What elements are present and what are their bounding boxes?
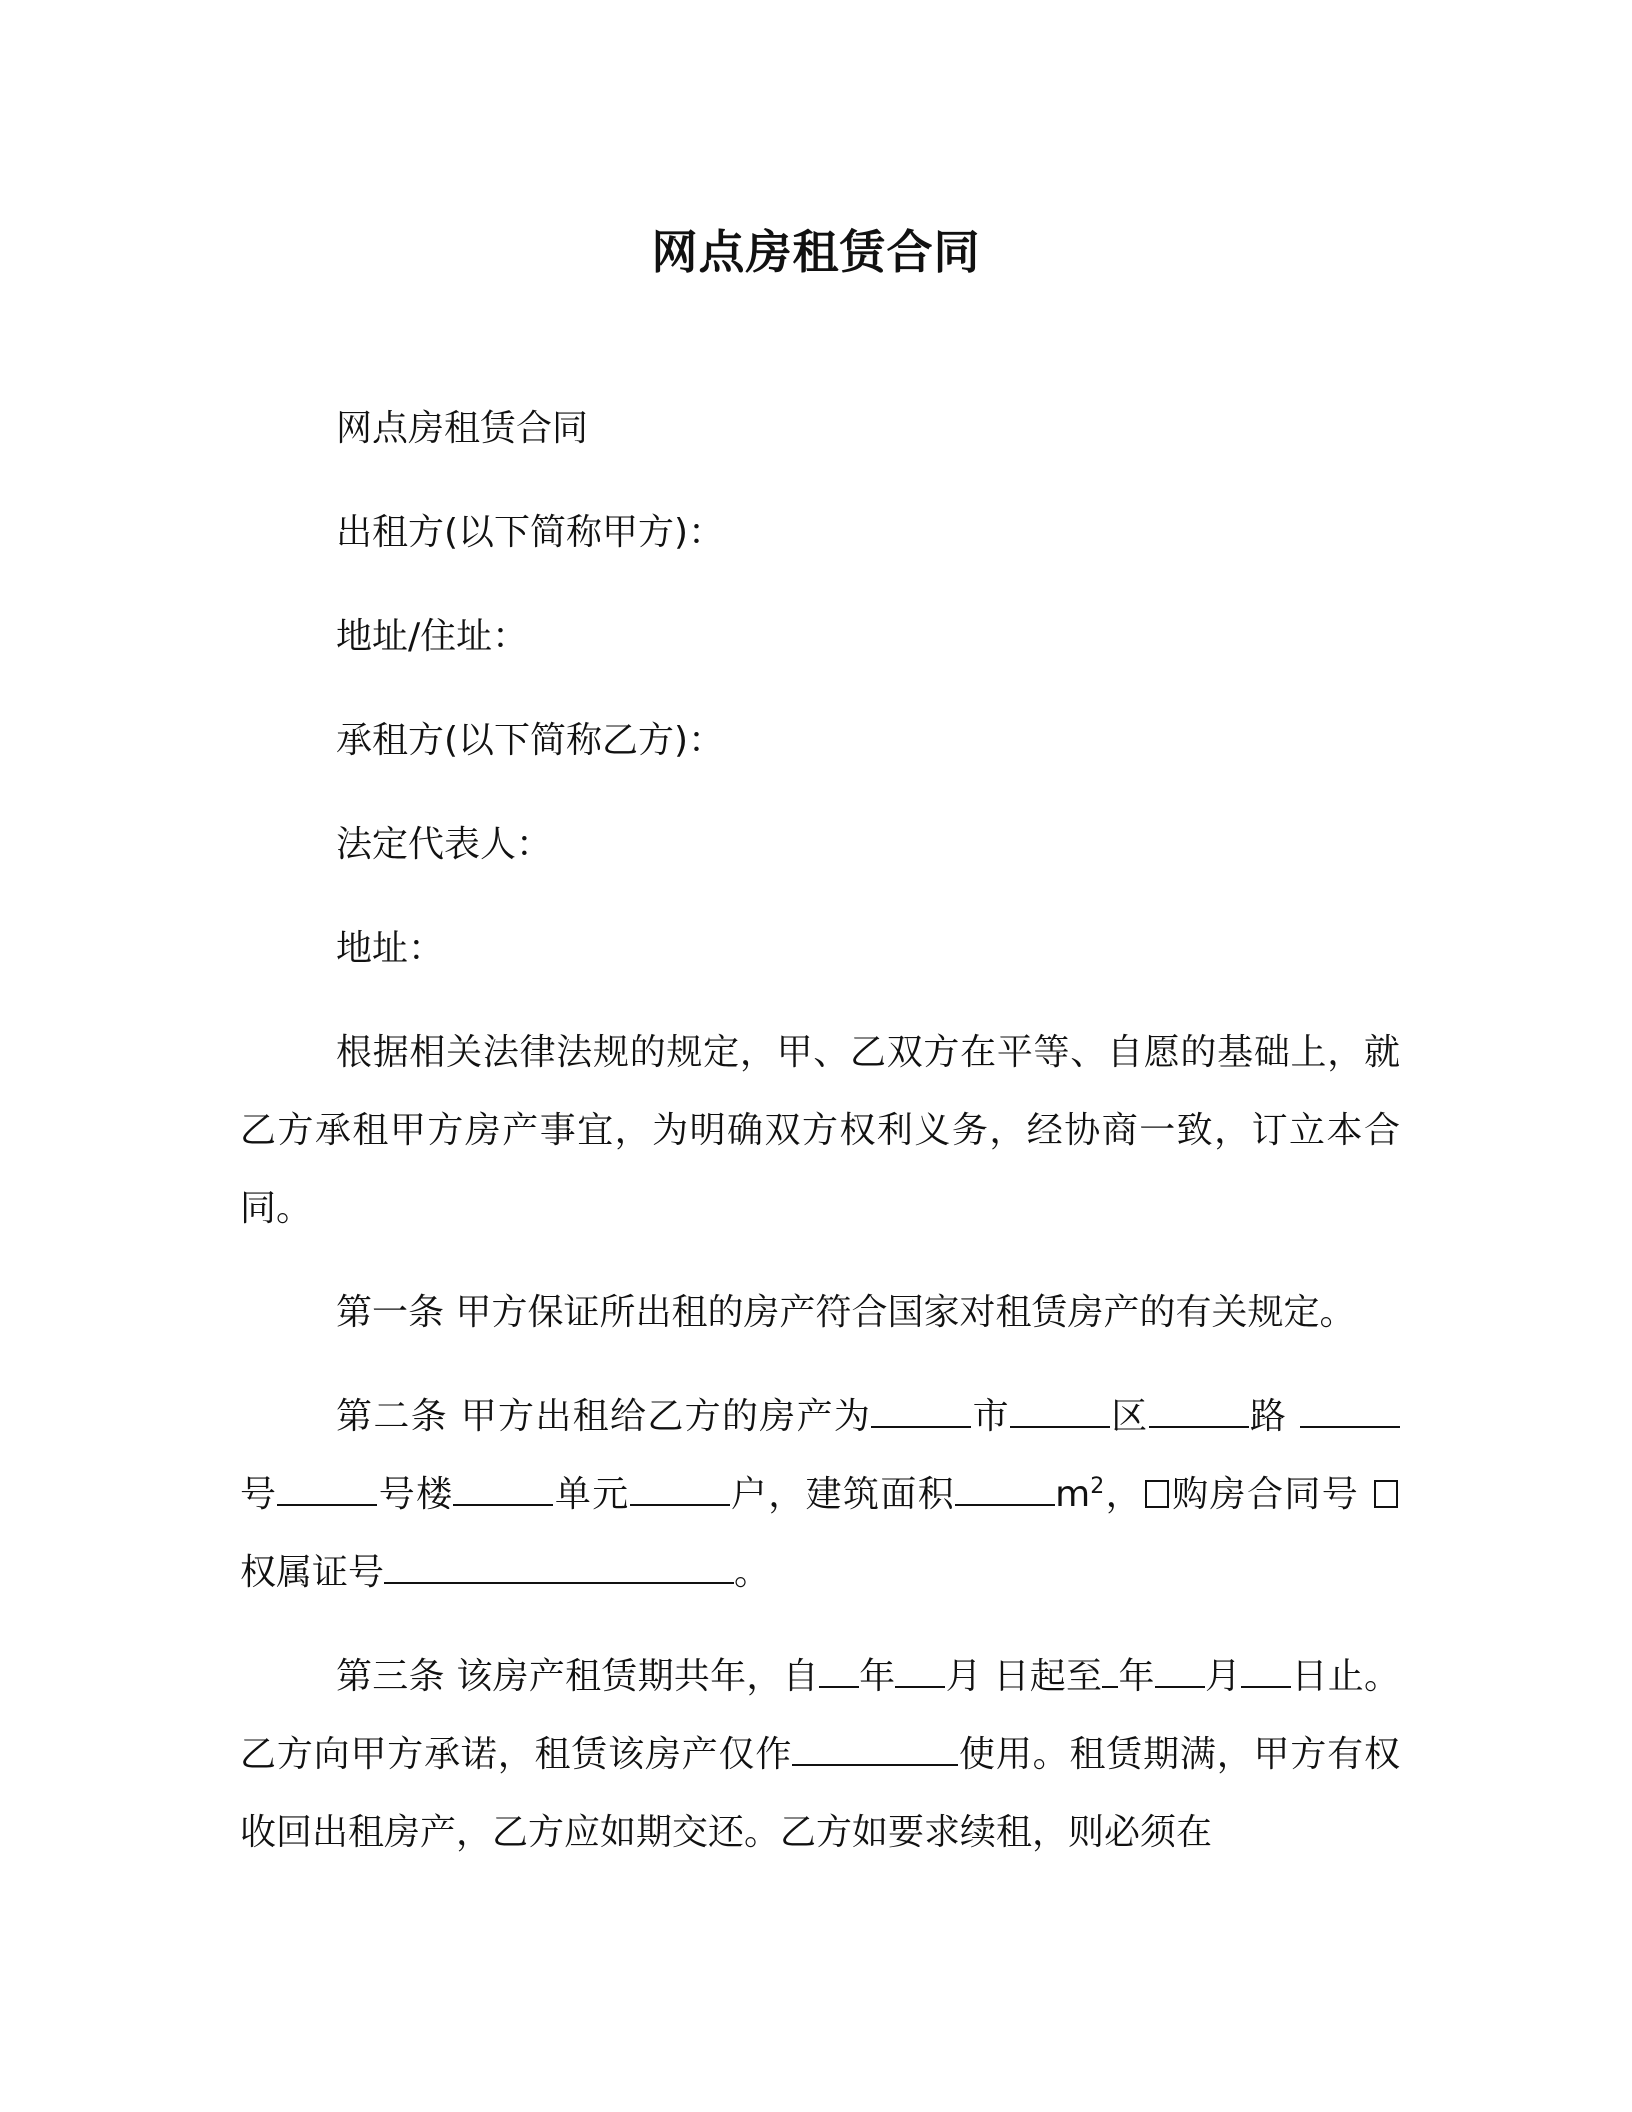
paragraph-article-3 xyxy=(240,1638,1400,1872)
article-2-city: 市 xyxy=(971,1396,1010,1437)
paragraph-article-1: 第一条 甲方保证所出租的房产符合国家对租赁房产的有关规定。 xyxy=(336,1292,1356,1333)
blank-household xyxy=(630,1478,730,1506)
checkbox-title-certificate[interactable] xyxy=(1374,1480,1398,1508)
article-3-f: 日止。乙方向甲方承诺，租赁该房产仅作 xyxy=(240,1656,1400,1775)
blank-road xyxy=(1149,1400,1249,1428)
article-3-b: 年 xyxy=(858,1656,896,1697)
checkbox-purchase-contract[interactable] xyxy=(1145,1480,1169,1508)
document-body xyxy=(240,390,1400,1872)
paragraph-legal-rep: 法定代表人： xyxy=(336,824,553,865)
blank-district xyxy=(1010,1400,1110,1428)
paragraph-lessor: 出租方(以下简称甲方)： xyxy=(336,512,725,553)
blank-end-day xyxy=(1241,1660,1291,1688)
blank-unit xyxy=(453,1478,553,1506)
article-2-building: 号楼 xyxy=(377,1474,454,1515)
article-3-d: 年 xyxy=(1118,1656,1155,1697)
paragraph-article-2 xyxy=(240,1378,1400,1612)
blank-end-month xyxy=(1155,1660,1205,1688)
blank-end-year xyxy=(1102,1660,1118,1688)
article-2-comma: ， xyxy=(1104,1474,1143,1515)
blank-usage xyxy=(792,1738,958,1766)
paragraph-heading: 网点房租赁合同 xyxy=(336,408,589,449)
paragraph-lessor-address: 地址/住址： xyxy=(336,616,529,657)
paragraph-lessee-address: 地址： xyxy=(336,928,445,969)
article-2-area-unit: m xyxy=(1055,1474,1091,1515)
article-2-purchase-label: 购房合同号 xyxy=(1170,1474,1360,1515)
article-2-road: 路 xyxy=(1248,1396,1288,1437)
article-2-unit: 单元 xyxy=(553,1474,630,1515)
article-3-a: 第三条 该房产租赁期共年，自 xyxy=(336,1656,819,1697)
blank-building xyxy=(277,1478,377,1506)
blank-certificate-number xyxy=(384,1556,734,1584)
article-3-g: 使用。租赁期满，甲方有权收回出租房产，乙方应如期交还。乙方如要求续租，则必须在 xyxy=(240,1734,1400,1853)
article-3-c: 月 日起至 xyxy=(945,1656,1103,1697)
article-2-title-cert: 权属证号 xyxy=(240,1552,385,1593)
article-2-number: 号 xyxy=(240,1474,278,1515)
paragraph-lessee: 承租方(以下简称乙方)： xyxy=(336,720,725,761)
blank-start-month xyxy=(895,1660,945,1688)
article-3-e: 月 xyxy=(1204,1656,1242,1697)
article-2-area-sup: 2 xyxy=(1090,1474,1105,1499)
blank-start-year xyxy=(819,1660,859,1688)
document-title: 网点房租赁合同 xyxy=(651,225,981,279)
article-2-household: 户，建筑面积 xyxy=(729,1474,956,1515)
blank-area xyxy=(955,1478,1055,1506)
blank-number xyxy=(1300,1400,1400,1428)
paragraph-preamble: 根据相关法律法规的规定，甲、乙双方在平等、自愿的基础上，就乙方承租甲方房产事宜，为明确双方权利义务，经协商一致，订立本合同。 xyxy=(240,1032,1400,1229)
article-2-district: 区 xyxy=(1109,1396,1149,1437)
blank-city xyxy=(871,1400,971,1428)
article-2-prefix: 第二条 甲方出租给乙方的房产为 xyxy=(336,1396,872,1437)
article-2-end: 。 xyxy=(734,1552,771,1593)
